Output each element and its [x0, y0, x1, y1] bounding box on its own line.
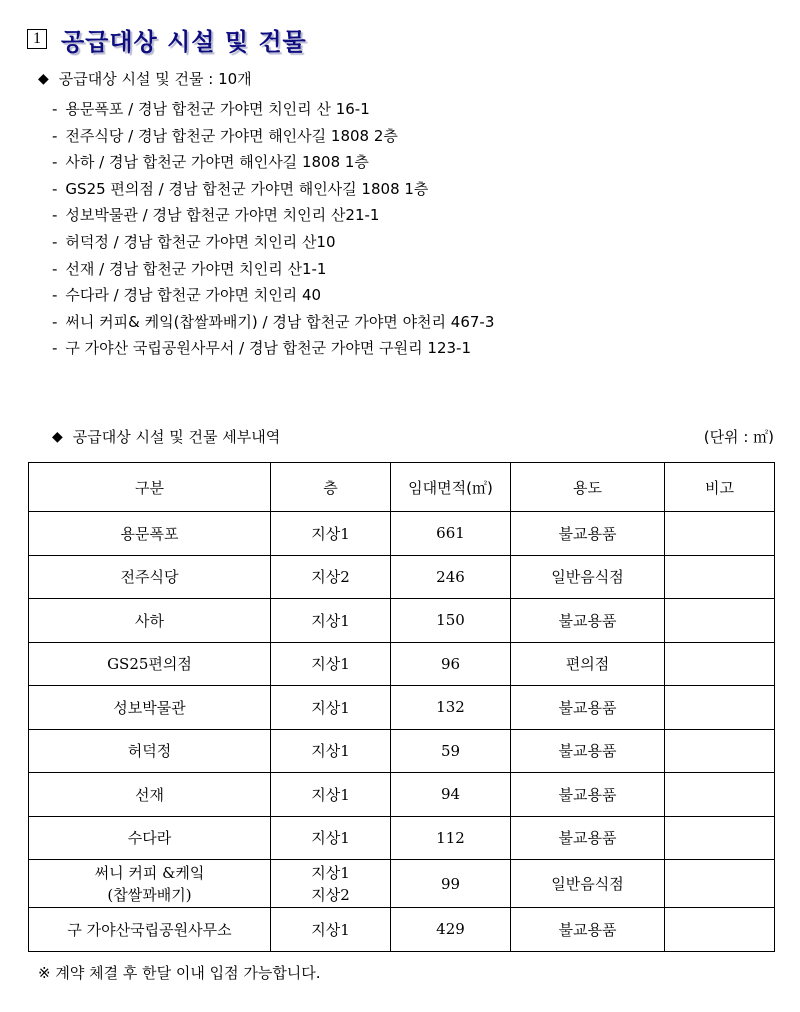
table-row [29, 729, 775, 773]
cell-name: 사하 [29, 599, 271, 643]
cell-name: 용문폭포 [29, 512, 271, 556]
cell-floor: 지상1 [271, 908, 391, 952]
detail-heading [52, 426, 280, 447]
facility-detail-table [28, 462, 775, 952]
diamond-bullet-icon: ◆ [38, 70, 49, 87]
cell-area: 99 [391, 860, 511, 908]
cell-area: 150 [391, 599, 511, 643]
cell-area: 661 [391, 512, 511, 556]
cell-floor-line1: 지상1 [311, 863, 350, 882]
table-row [29, 555, 775, 599]
cell-area: 94 [391, 773, 511, 817]
cell-name: 성보박물관 [29, 686, 271, 730]
cell-use: 불교용품 [511, 686, 665, 730]
list-item: - GS25 편의점 / 경남 합천군 가야면 해인사길 1808 1층 [52, 179, 429, 198]
cell-note [665, 642, 775, 686]
list-item: - 전주식당 / 경남 합천군 가야면 해인사길 1808 2층 [52, 126, 398, 145]
column-header: 비고 [665, 463, 775, 512]
cell-name: GS25편의점 [29, 642, 271, 686]
cell-floor [271, 860, 391, 908]
detail-heading-text: 공급대상 시설 및 건물 세부내역 [72, 428, 281, 446]
table-row [29, 642, 775, 686]
column-header: 용도 [511, 463, 665, 512]
cell-note [665, 860, 775, 908]
cell-note [665, 908, 775, 952]
table-row [29, 599, 775, 643]
cell-note [665, 816, 775, 860]
table-row [29, 860, 775, 908]
column-header: 구분 [29, 463, 271, 512]
page-title: 공급대상 시설 및 건물 [61, 27, 307, 56]
cell-floor: 지상1 [271, 512, 391, 556]
cell-use: 불교용품 [511, 908, 665, 952]
cell-area: 59 [391, 729, 511, 773]
diamond-bullet-icon: ◆ [52, 428, 63, 445]
cell-name: 선재 [29, 773, 271, 817]
cell-note [665, 599, 775, 643]
cell-note [665, 686, 775, 730]
cell-use: 불교용품 [511, 512, 665, 556]
footnote: ※ 계약 체결 후 한달 이내 입점 가능합니다. [38, 964, 321, 982]
cell-name: 구 가야산국립공원사무소 [29, 908, 271, 952]
cell-use: 일반음식점 [511, 860, 665, 908]
cell-use: 일반음식점 [511, 555, 665, 599]
list-item: - 선재 / 경남 합천군 가야면 치인리 산1-1 [52, 259, 327, 278]
column-header: 층 [271, 463, 391, 512]
column-header: 임대면적(㎡) [391, 463, 511, 512]
cell-use: 불교용품 [511, 816, 665, 860]
table-row [29, 908, 775, 952]
list-item: - 구 가야산 국립공원사무서 / 경남 합천군 가야면 구원리 123-1 [52, 339, 471, 358]
cell-name: 전주식당 [29, 555, 271, 599]
list-item: - 수다라 / 경남 합천군 가야면 치인리 40 [52, 286, 322, 305]
section-number-box: 1 [27, 29, 47, 49]
cell-area: 246 [391, 555, 511, 599]
list-item: - 용문폭포 / 경남 합천군 가야면 치인리 산 16-1 [52, 100, 370, 118]
list-item: - 성보박물관 / 경남 합천군 가야면 치인리 산21-1 [52, 206, 380, 225]
cell-use: 불교용품 [511, 773, 665, 817]
cell-area: 96 [391, 642, 511, 686]
cell-floor: 지상1 [271, 729, 391, 773]
cell-floor: 지상1 [271, 816, 391, 860]
cell-floor: 지상1 [271, 686, 391, 730]
cell-note [665, 729, 775, 773]
table-row [29, 816, 775, 860]
cell-floor-line2: 지상2 [311, 885, 350, 904]
cell-note [665, 512, 775, 556]
cell-floor: 지상1 [271, 599, 391, 643]
facility-list [52, 96, 494, 362]
cell-note [665, 773, 775, 817]
cell-floor: 지상1 [271, 642, 391, 686]
cell-floor: 지상1 [271, 773, 391, 817]
cell-name: 수다라 [29, 816, 271, 860]
cell-use: 불교용품 [511, 729, 665, 773]
list-item: - 써니 커피& 케잌(찹쌀꽈배기) / 경남 합천군 가야면 야천리 467-3 [52, 312, 495, 331]
table-header-row [29, 463, 775, 512]
cell-use: 불교용품 [511, 599, 665, 643]
cell-name [29, 860, 271, 908]
cell-area: 429 [391, 908, 511, 952]
cell-name-line2: (찹쌀꽈배기) [107, 885, 192, 904]
cell-area: 132 [391, 686, 511, 730]
section-title [27, 22, 307, 56]
cell-floor: 지상2 [271, 555, 391, 599]
cell-area: 112 [391, 816, 511, 860]
cell-note [665, 555, 775, 599]
summary-text: 공급대상 시설 및 건물 : 10개 [58, 70, 252, 88]
cell-use: 편의점 [511, 642, 665, 686]
cell-name: 허덕정 [29, 729, 271, 773]
cell-name-line1: 써니 커피 &케잌 [94, 863, 205, 882]
table-row [29, 686, 775, 730]
facility-summary [38, 68, 252, 89]
list-item: - 사하 / 경남 합천군 가야면 해인사길 1808 1층 [52, 153, 369, 172]
list-item: - 허덕정 / 경남 합천군 가야면 치인리 산10 [52, 232, 336, 251]
table-row [29, 512, 775, 556]
unit-label: (단위 : ㎡) [703, 428, 774, 446]
table-row [29, 773, 775, 817]
